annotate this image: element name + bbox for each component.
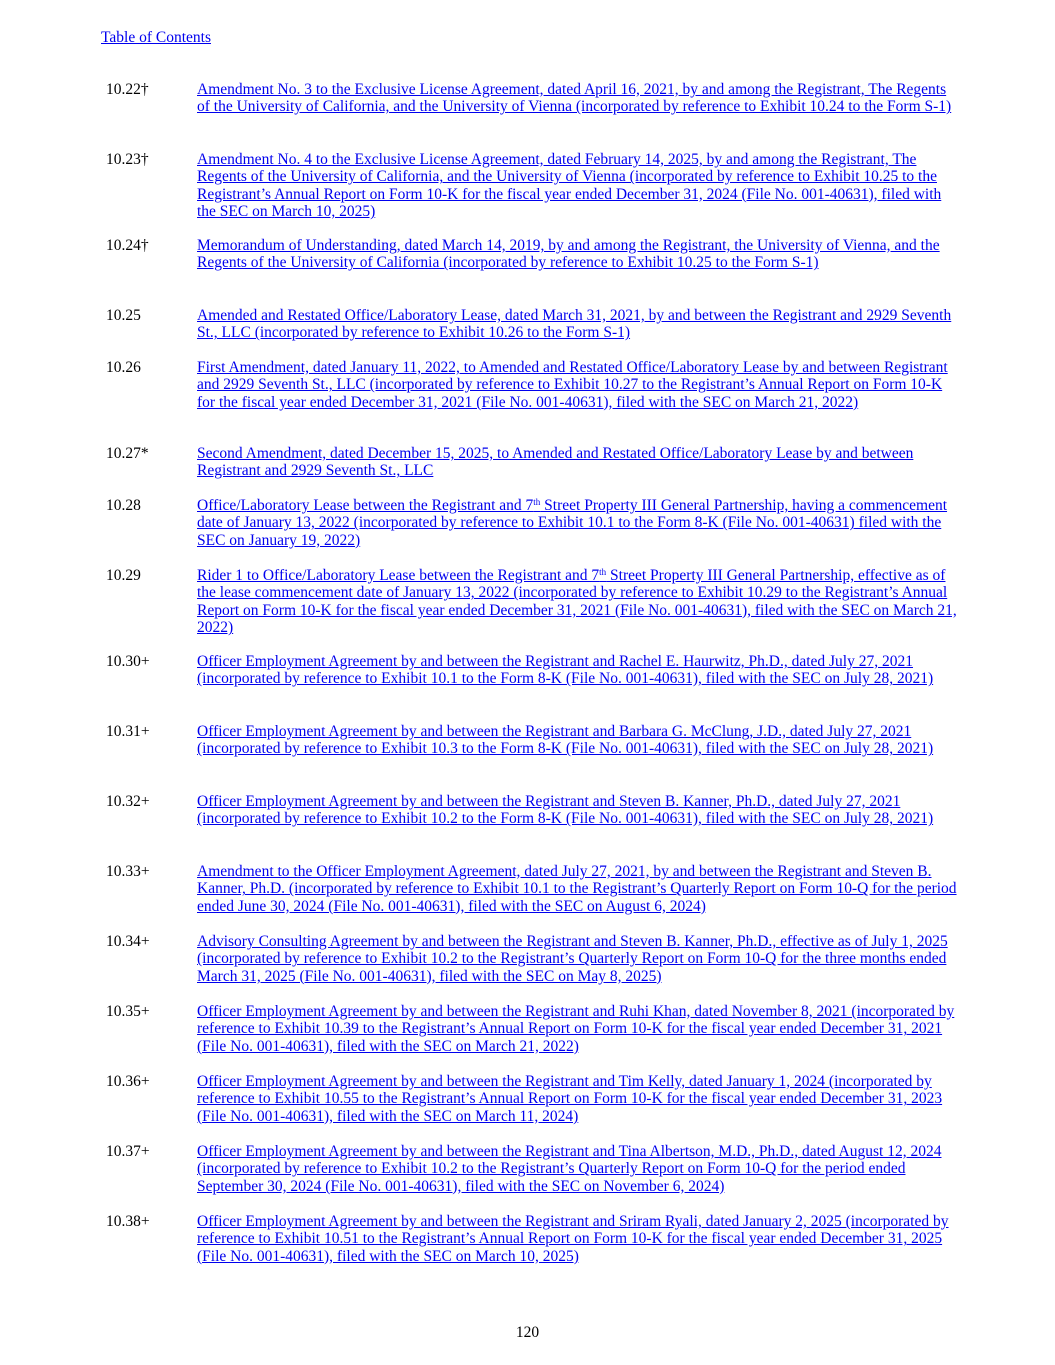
exhibit-link[interactable]: Officer Employment Agreement by and between the Registrant and Rachel E. Haurwitz, Ph.D., dated July 27, 2021 (incorporated by reference to Exhibit 10.1 to the Form 8-K (File No. 001-40631), filed with the SEC on July 28, 2021) [197,653,934,688]
exhibit-number: 10.24† [106,237,149,254]
exhibit-link-text: Street Property III General Partnership, having a commencement date of January 13, 2022 (incorporated by reference to Exhibit 10.1 to the Form 8-K (File No. 001-40631) filed with the SEC on January 19, 2022) [197,497,948,549]
exhibit-row [106,497,966,567]
exhibit-row [106,567,966,653]
exhibit-row [106,445,966,497]
exhibit-number: 10.27* [106,445,149,462]
exhibit-row [106,237,966,307]
exhibit-link[interactable]: Memorandum of Understanding, dated March 14, 2019, by and among the Registrant, the University of Vienna, and the Regents of the University of California (incorporated by reference to Exhibit 10.25 to the Form S-1) [197,237,940,272]
exhibit-row [106,933,966,1003]
exhibit-row [106,653,966,723]
exhibit-link[interactable] [197,567,962,637]
exhibit-number: 10.33+ [106,863,150,880]
exhibit-number: 10.22† [106,81,149,98]
exhibit-link[interactable]: Amendment No. 3 to the Exclusive License Agreement, dated April 16, 2021, by and among the Registrant, The Regents of the University of California, and the University of Vienna (incorporated by reference to Exhibit 10.24 to the Form S-1) [197,81,952,116]
exhibit-number: 10.37+ [106,1143,150,1160]
exhibit-link-text: Rider 1 to Office/Laboratory Lease between the Registrant and 7 [197,567,600,584]
superscript-th: th [533,497,541,507]
page-number: 120 [515,1324,540,1341]
exhibit-link[interactable]: Amendment to the Officer Employment Agreement, dated July 27, 2021, by and between the Registrant and Steven B. Kanner, Ph.D. (incorporated by reference to Exhibit 10.1 to the Registrant’s Quarterly Report on Form 10-Q for the period ended June 30, 2024 (File No. 001-40631), filed with the SEC on August 6, 2024) [197,863,957,915]
exhibit-row [106,1003,966,1073]
exhibit-link-text: Street Property III General Partnership, effective as of the lease commencement date of January 13, 2022 (incorporated by reference to Exhibit 10.29 to the Registrant’s Annual Report on Form 10-K for the fiscal year ended December 31, 2021 (File No. 001-40631), filed with the SEC on March 21, 2022) [197,567,957,637]
exhibit-link[interactable]: Advisory Consulting Agreement by and between the Registrant and Steven B. Kanner, Ph.D., effective as of July 1, 2025 (incorporated by reference to Exhibit 10.2 to the Registrant’s Quarterly Report on Form 10-Q for the three months ended March 31, 2025 (File No. 001-40631), filed with the SEC on May 8, 2025) [197,933,948,985]
exhibit-number: 10.38+ [106,1213,150,1230]
exhibit-row [106,359,966,445]
table-of-contents-link[interactable]: Table of Contents [101,29,211,46]
superscript-th: th [599,567,607,577]
exhibit-number: 10.25 [106,307,141,324]
exhibit-link[interactable] [197,497,962,549]
exhibit-row [106,151,966,237]
exhibit-link-text: Office/Laboratory Lease between the Registrant and 7 [197,497,534,514]
exhibit-link[interactable]: Second Amendment, dated December 15, 2025, to Amended and Restated Office/Laboratory Lease by and between Registrant and 2929 Seventh St., LLC [197,445,914,480]
exhibit-link[interactable]: Officer Employment Agreement by and between the Registrant and Tim Kelly, dated January 1, 2024 (incorporated by reference to Exhibit 10.55 to the Registrant’s Annual Report on Form 10-K for the fiscal year ended December 31, 2023 (File No. 001-40631), filed with the SEC on March 11, 2024) [197,1073,943,1125]
exhibit-row [106,1073,966,1143]
exhibit-row [106,1143,966,1213]
exhibit-link[interactable]: Officer Employment Agreement by and between the Registrant and Ruhi Khan, dated November 8, 2021 (incorporated by reference to Exhibit 10.39 to the Registrant’s Annual Report on Form 10-K for the fiscal year ended December 31, 2021 (File No. 001-40631), filed with the SEC on March 21, 2022) [197,1003,955,1055]
exhibit-link[interactable]: Officer Employment Agreement by and between the Registrant and Barbara G. McClung, J.D., dated July 27, 2021 (incorporated by reference to Exhibit 10.3 to the Form 8-K (File No. 001-40631), filed with the SEC on July 28, 2021) [197,723,934,758]
exhibit-number: 10.31+ [106,723,150,740]
exhibit-link[interactable]: Officer Employment Agreement by and between the Registrant and Steven B. Kanner, Ph.D., dated July 27, 2021 (incorporated by reference to Exhibit 10.2 to the Form 8-K (File No. 001-40631), filed with the SEC on July 28, 2021) [197,793,934,828]
exhibit-link[interactable]: Amendment No. 4 to the Exclusive License Agreement, dated February 14, 2025, by and among the Registrant, The Regents of the University of California, and the University of Vienna (incorporated by reference to Exhibit 10.25 to the Registrant’s Annual Report on Form 10-K for the fiscal year ended December 31, 2024 (File No. 001-40631), filed with the SEC on March 10, 2025) [197,151,942,221]
exhibit-index [106,81,966,1269]
exhibit-number: 10.32+ [106,793,150,810]
exhibit-link[interactable]: Officer Employment Agreement by and between the Registrant and Sriram Ryali, dated January 2, 2025 (incorporated by reference to Exhibit 10.51 to the Registrant’s Annual Report on Form 10-K for the fiscal year ended December 31, 2025 (File No. 001-40631), filed with the SEC on March 10, 2025) [197,1213,949,1265]
exhibit-number: 10.29 [106,567,141,584]
exhibit-row [106,81,966,151]
exhibit-number: 10.35+ [106,1003,150,1020]
exhibit-link[interactable]: Amended and Restated Office/Laboratory Lease, dated March 31, 2021, by and between the Registrant and 2929 Seventh St., LLC (incorporated by reference to Exhibit 10.26 to the Form S-1) [197,307,952,342]
exhibit-row [106,863,966,933]
exhibit-number: 10.36+ [106,1073,150,1090]
exhibit-number: 10.23† [106,151,149,168]
exhibit-number: 10.34+ [106,933,150,950]
exhibit-row [106,1213,966,1269]
exhibit-number: 10.30+ [106,653,150,670]
exhibit-row [106,723,966,793]
exhibit-link[interactable]: First Amendment, dated January 11, 2022, to Amended and Restated Office/Laboratory Lease by and between Registrant and 2929 Seventh St., LLC (incorporated by reference to Exhibit 10.27 to the Registrant’s Annual Report on Form 10-K for the fiscal year ended December 31, 2021 (File No. 001-40631), filed with the SEC on March 21, 2022) [197,359,948,411]
exhibit-number: 10.28 [106,497,141,514]
exhibit-link[interactable]: Officer Employment Agreement by and between the Registrant and Tina Albertson, M.D., Ph.D., dated August 12, 2024 (incorporated by reference to Exhibit 10.2 to the Registrant’s Quarterly Report on Form 10-Q for the period ended September 30, 2024 (File No. 001-40631), filed with the SEC on November 6, 2024) [197,1143,942,1195]
exhibit-number: 10.26 [106,359,141,376]
exhibit-row [106,793,966,863]
exhibit-row [106,307,966,359]
